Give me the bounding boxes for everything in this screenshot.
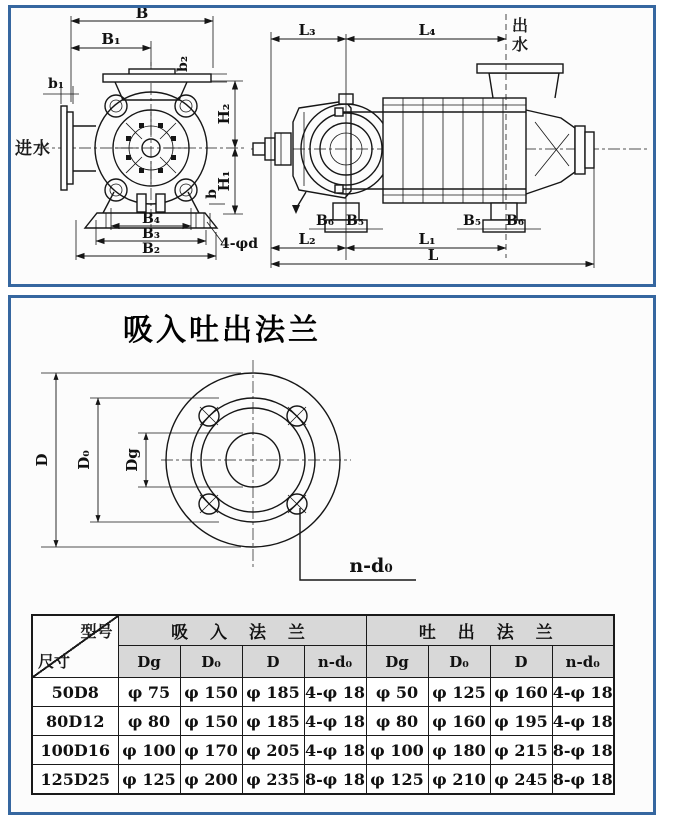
dim-bolt-note: 4-φd <box>219 236 259 252</box>
cell: 4-φ 18 <box>552 678 614 707</box>
dim-H2: H₂ <box>215 103 233 125</box>
corner-header-cell <box>32 615 118 678</box>
dim-L: L <box>427 246 439 264</box>
inlet-label: 进水 <box>15 139 51 159</box>
dim-B6-right: B₆ <box>506 213 524 229</box>
dim-B5-right: B₅ <box>463 213 481 229</box>
table-header-columns <box>32 646 614 678</box>
col-header: Dg <box>366 646 428 678</box>
col-header: D <box>242 646 304 678</box>
cell: φ 235 <box>242 765 304 795</box>
table-row <box>32 765 614 795</box>
outlet-label: 出水 <box>512 16 529 55</box>
dim-D: D <box>33 453 51 467</box>
model-cell: 80D12 <box>32 707 118 736</box>
cell: φ 185 <box>242 707 304 736</box>
dim-L3: L₃ <box>298 21 316 39</box>
dim-L1: L₁ <box>418 230 436 248</box>
dim-L4: L₄ <box>418 21 436 39</box>
cell: φ 180 <box>428 736 490 765</box>
dim-b: b <box>204 189 220 199</box>
corner-label-model: 型号 <box>80 622 113 641</box>
dim-B6-left: B₆ <box>316 213 334 229</box>
cell: φ 210 <box>428 765 490 795</box>
dim-D0: D₀ <box>75 450 93 470</box>
cell: φ 195 <box>490 707 552 736</box>
cell: φ 185 <box>242 678 304 707</box>
corner-label-size: 尺寸 <box>38 652 71 671</box>
cell: φ 150 <box>180 678 242 707</box>
cell: 4-φ 18 <box>304 707 366 736</box>
cell: φ 215 <box>490 736 552 765</box>
col-header: D <box>490 646 552 678</box>
flange-spec-panel <box>8 295 656 815</box>
dim-B4: B₄ <box>142 211 160 227</box>
cell: 4-φ 18 <box>552 707 614 736</box>
model-cell: 100D16 <box>32 736 118 765</box>
dim-b1: b₁ <box>48 76 64 92</box>
cell: φ 150 <box>180 707 242 736</box>
cell: 4-φ 18 <box>304 678 366 707</box>
flange-section-title: 吸入吐出法兰 <box>123 313 321 348</box>
table-header-groups <box>32 615 614 646</box>
cell: φ 170 <box>180 736 242 765</box>
pump-dimension-drawing <box>11 8 653 284</box>
table-row <box>32 707 614 736</box>
cell: 8-φ 18 <box>304 765 366 795</box>
cell: 8-φ 18 <box>552 736 614 765</box>
cell: φ 80 <box>366 707 428 736</box>
dim-B5-left: B₅ <box>346 213 364 229</box>
dim-b2: b₂ <box>175 56 191 72</box>
dim-H1: H₁ <box>215 170 233 192</box>
dim-L2: L₂ <box>298 230 316 248</box>
cell: φ 200 <box>180 765 242 795</box>
cell: φ 100 <box>118 736 180 765</box>
cell: φ 160 <box>428 707 490 736</box>
cell: φ 125 <box>428 678 490 707</box>
cell: 8-φ 18 <box>552 765 614 795</box>
dim-B: B <box>135 8 149 22</box>
cell: φ 125 <box>118 765 180 795</box>
side-view-drawing <box>251 64 647 232</box>
cell: φ 75 <box>118 678 180 707</box>
cell: φ 100 <box>366 736 428 765</box>
cell: φ 245 <box>490 765 552 795</box>
cell: φ 205 <box>242 736 304 765</box>
table-row <box>32 678 614 707</box>
cell: φ 80 <box>118 707 180 736</box>
discharge-flange-group-header: 吐 出 法 兰 <box>366 615 614 646</box>
model-cell: 125D25 <box>32 765 118 795</box>
dim-n-d0: n-d₀ <box>349 555 393 577</box>
cell: φ 125 <box>366 765 428 795</box>
col-header: Dg <box>118 646 180 678</box>
model-cell: 50D8 <box>32 678 118 707</box>
flange-spec-table <box>31 614 615 795</box>
dim-B2: B₂ <box>142 241 160 257</box>
col-header: D₀ <box>428 646 490 678</box>
cell: φ 50 <box>366 678 428 707</box>
dim-B1: B₁ <box>101 30 121 48</box>
col-header: n-d₀ <box>552 646 614 678</box>
col-header: D₀ <box>180 646 242 678</box>
dimension-drawing-panel <box>8 5 656 287</box>
flange-dimensions <box>33 373 416 580</box>
table-row <box>32 736 614 765</box>
dim-B3: B₃ <box>142 226 160 242</box>
dim-Dg: Dg <box>123 448 141 472</box>
suction-flange-group-header: 吸 入 法 兰 <box>118 615 366 646</box>
cell: φ 160 <box>490 678 552 707</box>
col-header: n-d₀ <box>304 646 366 678</box>
cell: 4-φ 18 <box>304 736 366 765</box>
flange-diagram <box>11 342 653 604</box>
